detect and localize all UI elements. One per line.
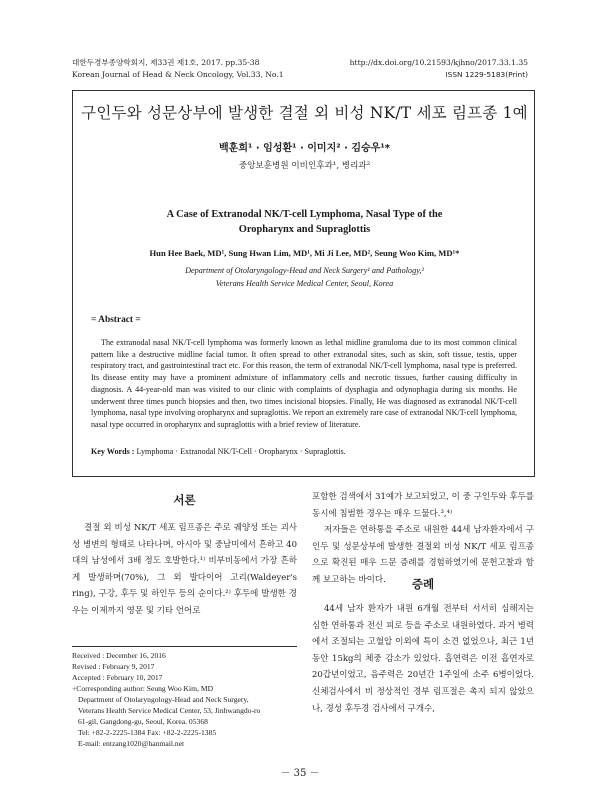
corr-department: Department of Otolaryngology-Head and Neck Surgery,: [78, 695, 249, 704]
corr-center: Veterans Health Service Medical Center, 53, Jinhwangdo-ro: [78, 706, 261, 715]
journal-english: Korean Journal of Head & Neck Oncology, Vol.33, No.1: [72, 70, 284, 79]
case-heading: 증례: [411, 577, 435, 591]
korean-authors: 백훈희¹ · 임성환¹ · 이미지² · 김승우¹*: [219, 143, 390, 154]
abstract-label: = Abstract =: [91, 315, 141, 325]
header-left: [72, 57, 284, 81]
intro-column: [72, 520, 297, 620]
english-title-line1: A Case of Extranodal NK/T-cell Lymphoma, Nasal Type of the: [166, 209, 443, 220]
english-affiliation: [73, 264, 536, 290]
keywords-label: Key Words :: [91, 447, 135, 456]
corresponding-author: +Corresponding author: Seung Woo Kim, MD: [72, 684, 214, 693]
doi-link[interactable]: http://dx.doi.org/10.21593/kjhno/2017.33.1.35: [349, 58, 528, 67]
english-title: [73, 207, 536, 237]
intro-paragraph: 결절 외 비성 NK/T 세포 림프종은 주로 궤양성 또는 괴사성 병변의 형태로 나타나며, 아시아 및 중남미에서 흔하고 40대의 남성에서 3배 정도 호발한다.¹⁾ 비부비동에서 가장 흔하게 발생하며(70%), 그 외 발다이어 고리(Waldeyer's ring), 구강, 후두 및 하인두 등의 순이다.²⁾ 후두에 발생한 경우는 이제까지 영문 및 기타 언어로: [72, 523, 297, 616]
corr-tel-fax: Tel: +82-2-2225-1384 Fax: +82-2-2225-1385: [78, 728, 217, 737]
corr-email[interactable]: E-mail: entzang1020@hanmail.net: [78, 739, 185, 748]
case-paragraph: 44세 남자 환자가 내원 6개월 전부터 서서히 심해지는 심한 연하통과 전신 피로 등을 주소로 내원하였다. 과거 병력에서 조절되는 고혈압 이외에 특이 소견 없었으나, 최근 1년 동안 15kg의 체중 감소가 있었다. 흡연력은 이전 흡연자로 20갑년이었고, 음주력은 20년간 1주일에 소주 6병이었다. 신체검사에서 비 정상적인 경부 림프절은 촉지 되지 않았으나, 경성 후두경 검사에서 구개수,: [312, 604, 534, 714]
english-affiliation-line2: Veterans Health Service Medical Center, Seoul, Korea: [215, 279, 394, 288]
abstract-text: The extranodal nasal NK/T-cell lymphoma was formerly known as lethal midline granuloma due to its most common clinical pattern like a destructive midline facial tumor. It often spread to other extranodal sites, such as skin, soft tissue, testis, upper respiratory tract, and gastrointestinal tract etc. For this reason, the term of extranodal NK/T-cell lymphoma, nasal type is preferred. Its disease entity may have a prominent admixture of inflammatory cells and necrotic tissues, further causing difficulty in diagnosis. A 44-year-old man was visited to our clinic with complaints of dysphagia and odynophagia during six months. He underwent three times punch biopsies and then, two times incisional biopsies. Finally, He was diagnosed as extranodal NK/T-cell lymphoma, nasal type involving oropharynx and supraglottis. We report an extremely rare case of extranodal NK/T-cell lymphoma, nasal type occurred in oropharynx and supraglottis with a brief review of literature.: [91, 338, 517, 429]
page-number: － 35 －: [280, 768, 320, 779]
received-date: Received : December 16, 2016: [72, 651, 166, 660]
journal-korean: 대한두경부종양학회지, 제33권 제1호, 2017. pp.35-38: [72, 58, 260, 67]
revised-date: Revised : February 9, 2017: [72, 662, 155, 671]
english-affiliation-line1: Department of Otolaryngology-Head and Neck Surgery¹ and Pathology,²: [185, 266, 424, 275]
right-column: [312, 489, 534, 589]
keywords-list: Lymphoma · Extranodal NK/T-Cell · Oropharynx · Supraglottis.: [136, 447, 346, 456]
accepted-date: Accepted : February 10, 2017: [72, 673, 163, 682]
korean-title: 구인두와 성문상부에 발생한 결절 외 비성 NK/T 세포 림프종 1예: [81, 104, 528, 122]
issn: ISSN 1229-5183(Print): [445, 70, 528, 79]
footnote-divider: [72, 646, 297, 647]
case-column: [312, 601, 534, 717]
english-authors: Hun Hee Baek, MD¹, Sung Hwan Lim, MD¹, Mi Ji Lee, MD², Seung Woo Kim, MD¹*: [149, 248, 460, 258]
footnotes: [72, 650, 302, 749]
right-paragraph-2: 저자들은 연하통을 주소로 내원한 44세 남자환자에서 구인두 및 성문상부에 발생한 결절외 비성 NK/T 세포 림프종으로 확진된 매우 드문 증례를 경험하였기에 문헌고찰과 함께 보고하는 바이다.: [312, 525, 534, 585]
intro-heading: 서론: [173, 493, 196, 507]
keywords: [91, 447, 517, 456]
english-title-line2: Oropharynx and Supraglottis: [238, 224, 371, 235]
korean-affiliation: 중앙보훈병원 이비인후과¹, 병리과²: [238, 161, 371, 171]
right-paragraph-1: 포함한 검색에서 31예가 보고되었고, 이 중 구인두와 후두를 동시에 침범한 경우는 매우 드물다.³,⁴⁾: [312, 492, 534, 519]
corr-address: 61-gil, Gangdong-gu, Seoul, Korea. 05368: [78, 717, 208, 726]
title-abstract-box: [72, 90, 535, 477]
header-right: [350, 57, 528, 81]
